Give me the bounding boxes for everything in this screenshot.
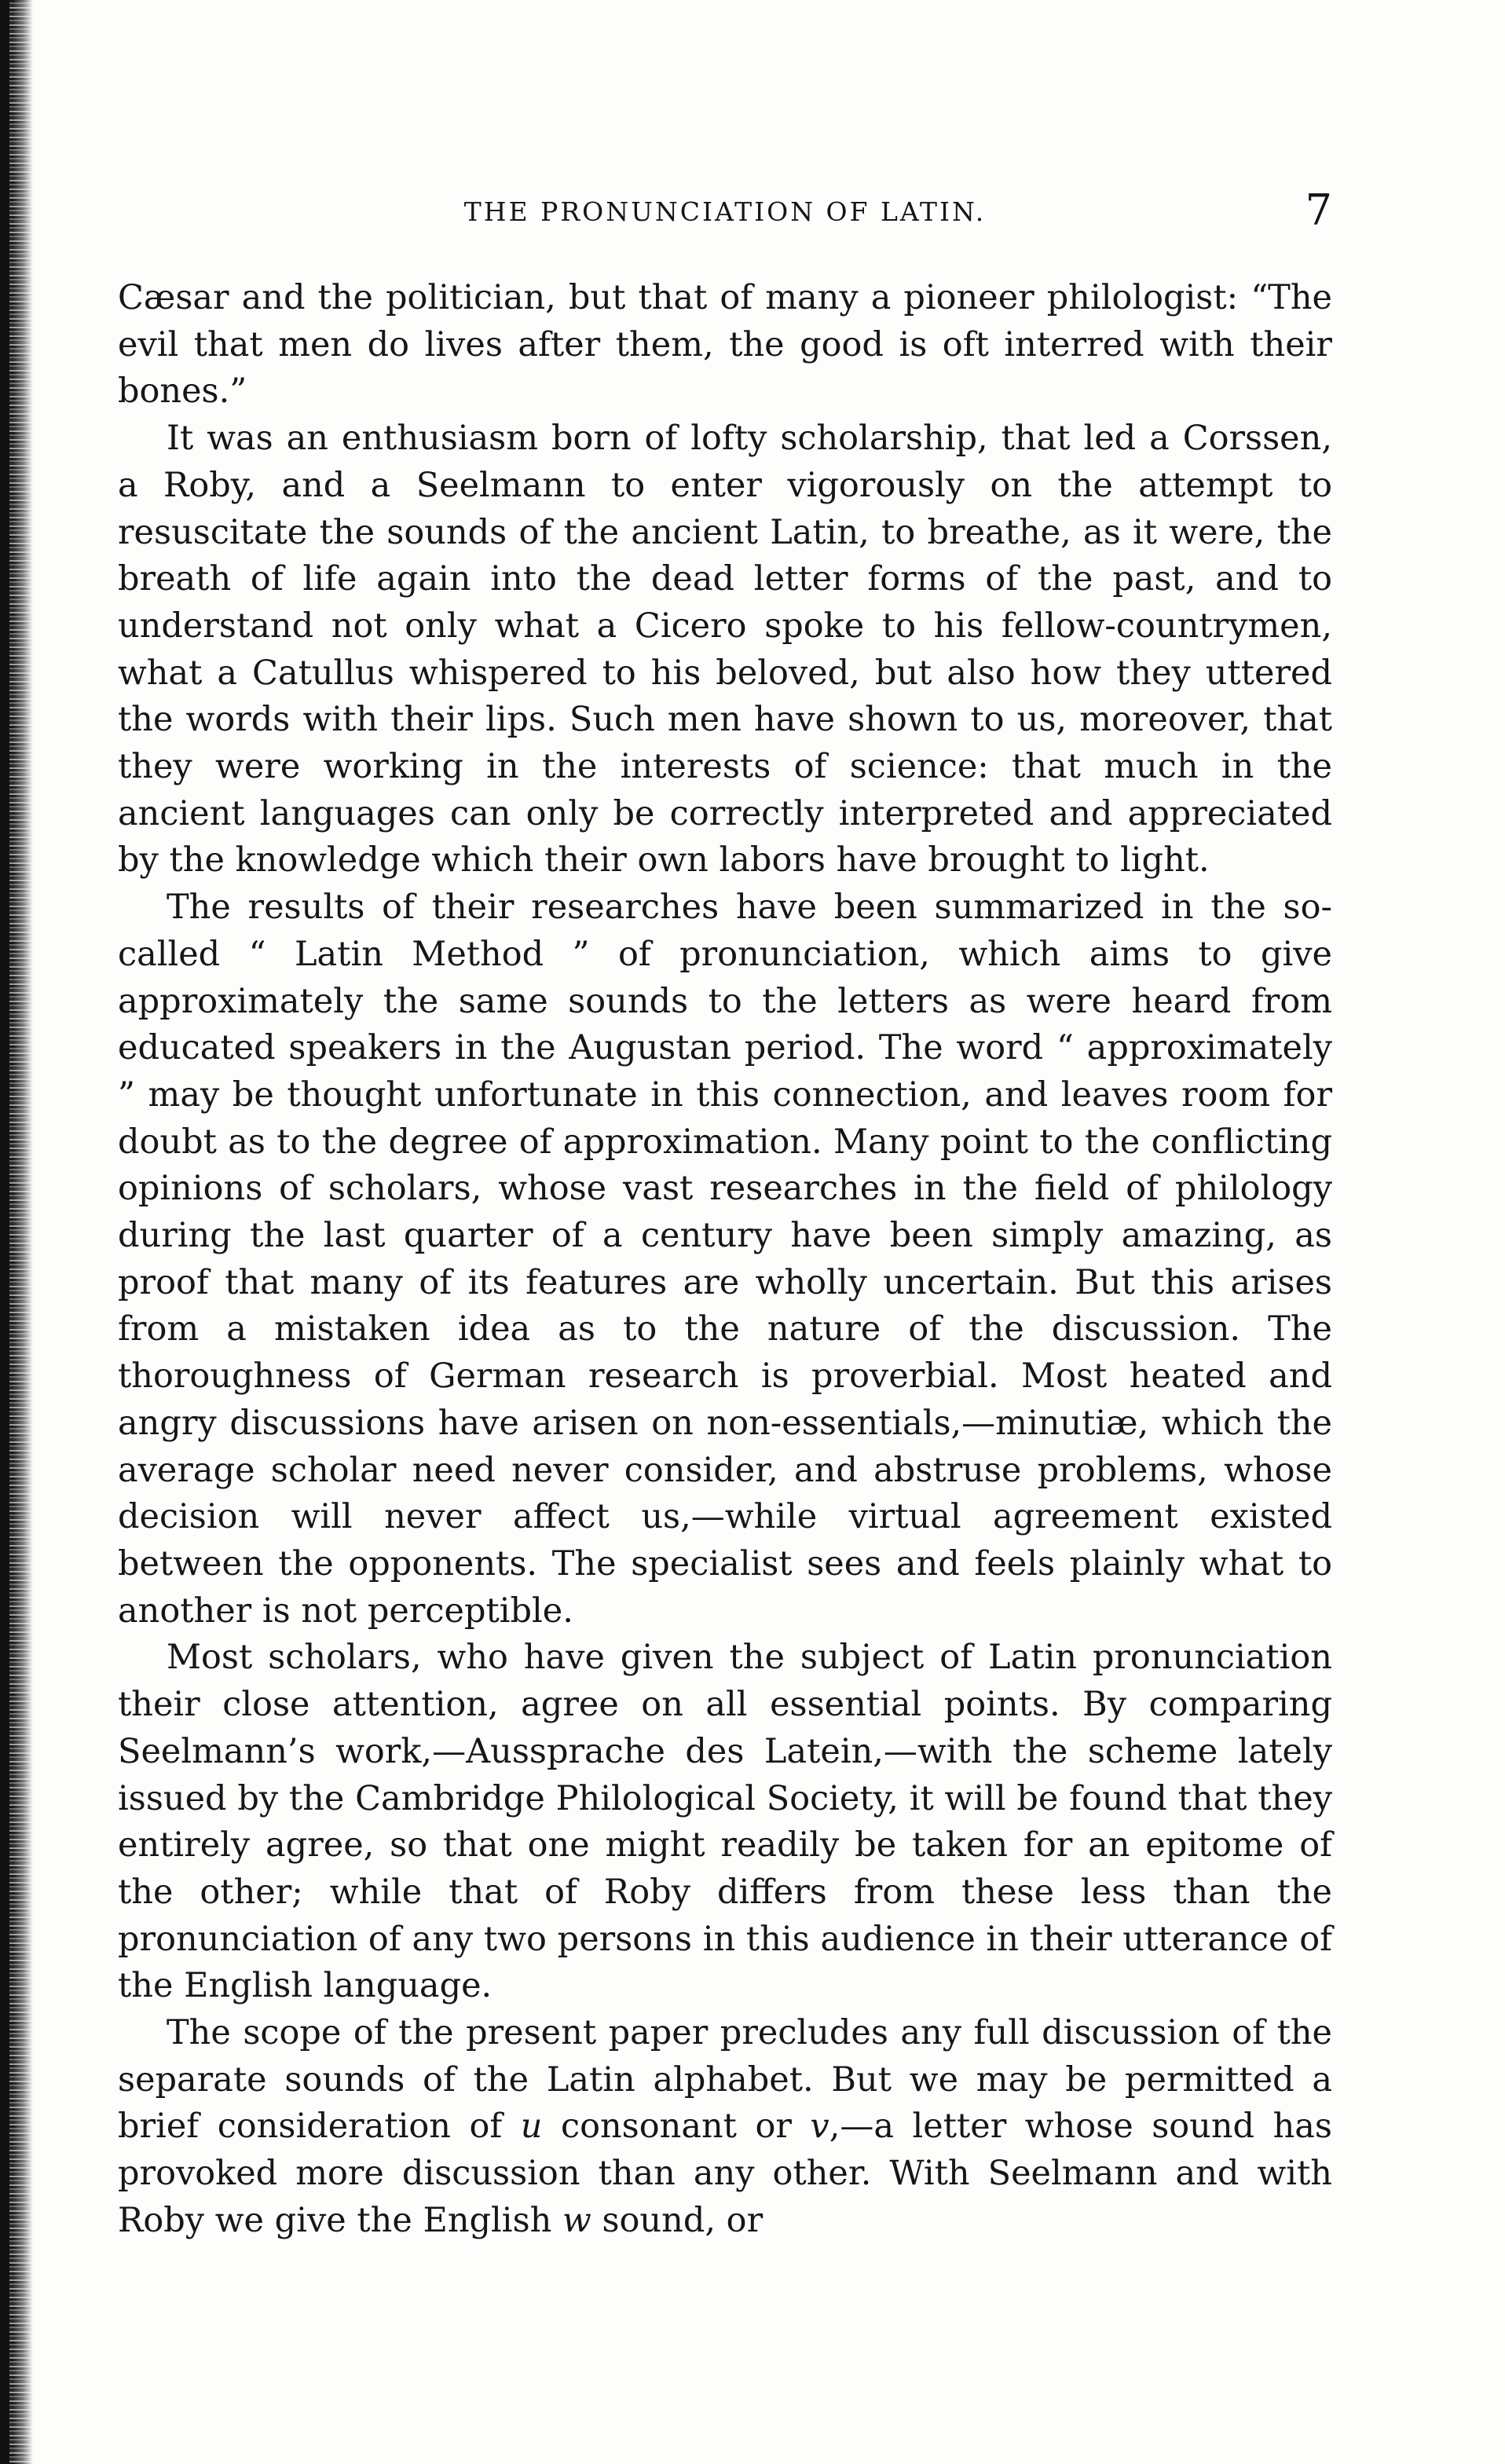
running-head-title: THE PRONUNCIATION OF LATIN. (463, 196, 987, 227)
binding-edge (0, 0, 33, 2464)
running-head (118, 185, 1332, 240)
paragraph-most-scholars: Most scholars, who have given the subject of Latin pronunciation their close attention, agree on all essential points. By comparing Seelmann’s work,—Aussprache des Latein,—with the scheme lately issued by the Cambridge Philological Society, it will be found that they entirely agree, so that one might readily be taken for an epitome of the other; while that of Roby differs from these less than the pronunciation of any two persons in this audience in their utterance of the English language. (118, 1638, 1332, 2006)
scope-text-before: The scope of the present paper precludes any full discussion of the separate sounds of the Latin alphabet. But we may be permitted a brief consideration of (118, 2013, 1332, 2147)
scope-text-end: sound, or (591, 2200, 763, 2240)
page-number: 7 (1305, 185, 1332, 235)
paragraph-scope (118, 2010, 1332, 2245)
letter-u: u (520, 2107, 543, 2147)
body-text (118, 275, 1332, 2245)
letter-w: w (562, 2200, 591, 2240)
paragraph-caesar: Cæsar and the politician, but that of many a pioneer philologist: “The evil that men do lives after them, the good is oft interred with their bones.” (118, 278, 1332, 412)
paragraph-results: The results of their researches have been summarized in the so-called “ Latin Method ” of pronunciation, which aims to give approximately the same sounds to the letters as were heard from educated speakers in the Augustan period. The word “ approximately ” may be thought unfortunate in this connection, and leaves room for doubt as to the degree of approximation. Many point to the conflicting opinions of scholars, whose vast researches in the field of philology during the last quarter of a century have been simply amazing, as proof that many of its features are wholly uncertain. But this arises from a mistaken idea as to the nature of the discussion. The thoroughness of German research is proverbial. Most heated and angry discussions have arisen on non-essentials,—minutiæ, which the average scholar need never consider, and abstruse problems, whose decision will never affect us,—while virtual agreement existed between the opponents. The specialist sees and feels plainly what to another is not perceptible. (118, 888, 1332, 1631)
scope-text-after: ,—a letter whose sound has provoked more discussion than any other. With Seelmann and with Roby we give the English (118, 2107, 1332, 2240)
letter-v: v (810, 2107, 829, 2147)
scope-text-between: consonant or (542, 2107, 811, 2147)
paragraph-enthusiasm: It was an enthusiasm born of lofty scholarship, that led a Corssen, a Roby, and a Seelmann to enter vigorously on the attempt to resuscitate the sounds of the ancient Latin, to breathe, as it were, the breath of life again into the dead letter forms of the past, and to understand not only what a Cicero spoke to his fellow-countrymen, what a Catullus whispered to his beloved, but also how they uttered the words with their lips. Such men have shown to us, moreover, that they were working in the interests of science: that much in the ancient languages can only be correctly interpreted and appreciated by the knowledge which their own labors have brought to light. (118, 419, 1332, 881)
